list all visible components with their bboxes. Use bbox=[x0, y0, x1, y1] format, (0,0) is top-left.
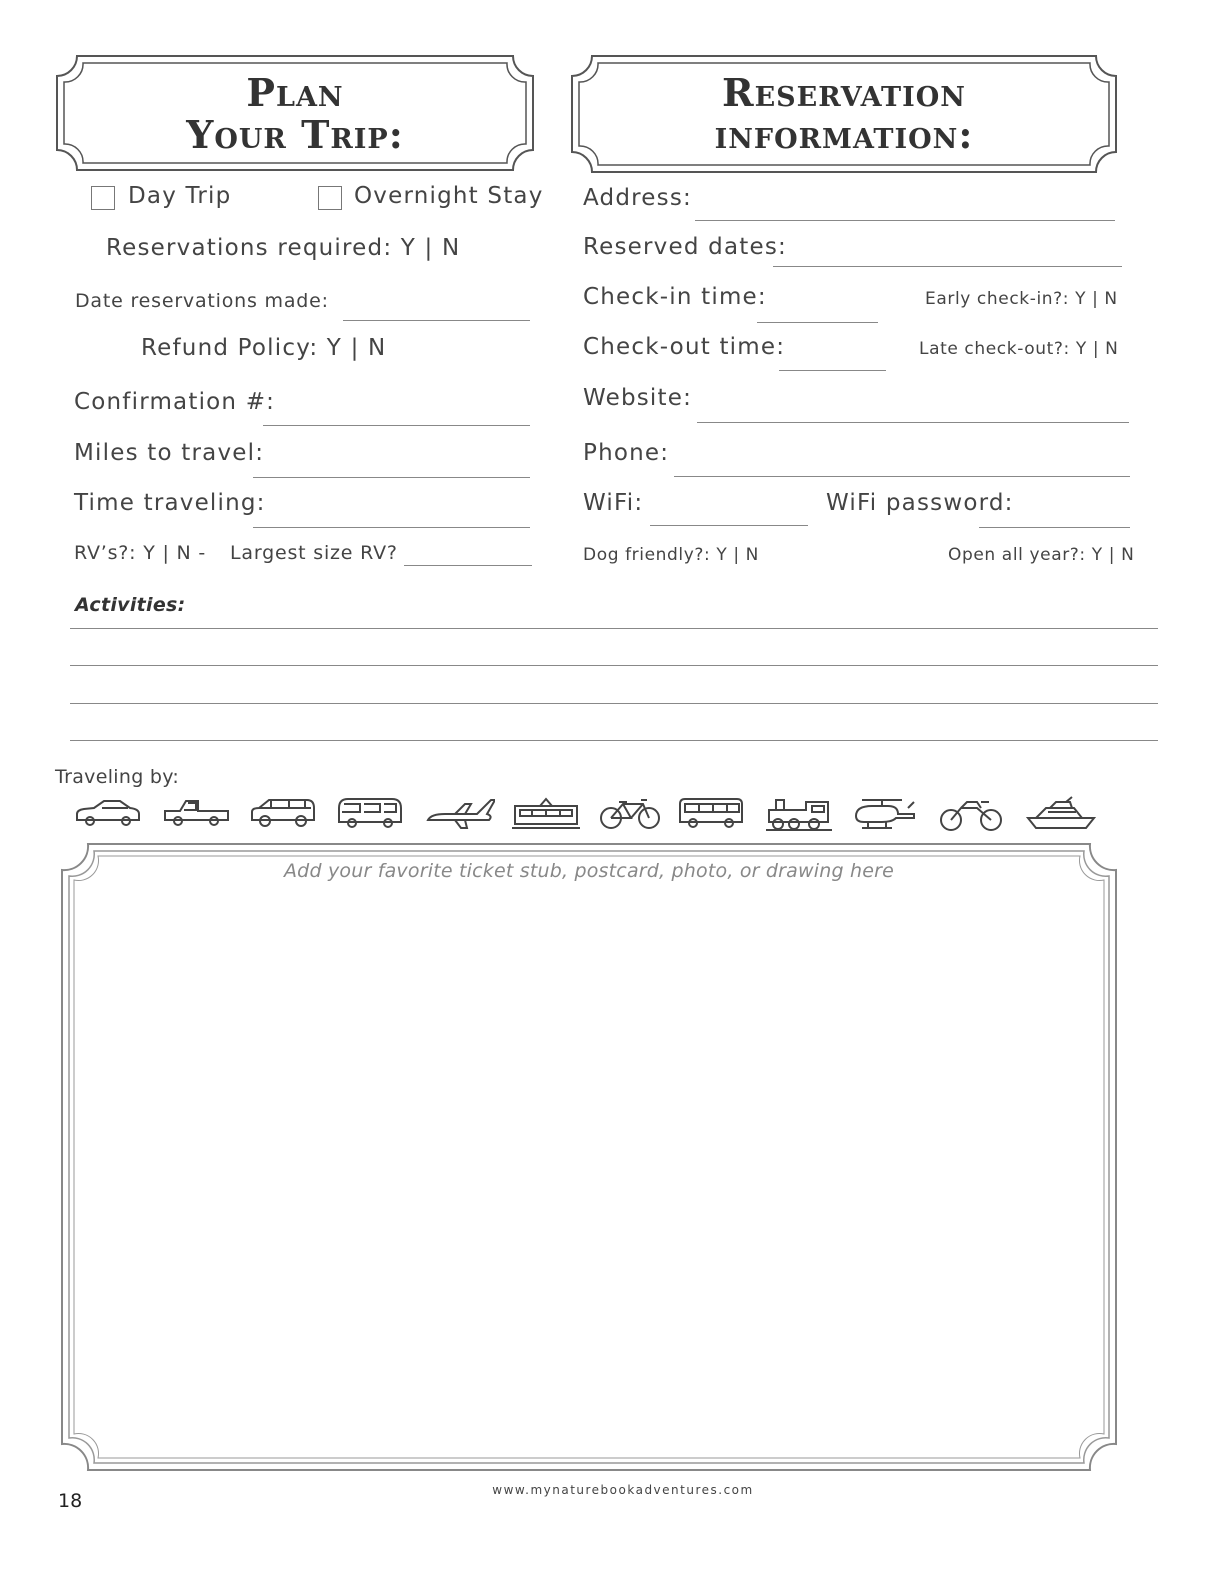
activities-line-3[interactable] bbox=[70, 703, 1158, 704]
check-out-label: Check-out time: bbox=[583, 334, 786, 360]
overnight-stay-checkbox[interactable] bbox=[318, 186, 342, 210]
activities-label: Activities: bbox=[75, 594, 186, 616]
traveling-by-label: Traveling by: bbox=[55, 766, 180, 788]
overnight-stay-label: Overnight Stay bbox=[354, 183, 544, 209]
photo-drawing-area[interactable] bbox=[60, 842, 1118, 1472]
phone-field[interactable] bbox=[674, 476, 1130, 477]
wifi-label: WiFi: bbox=[583, 490, 644, 516]
reservation-title-box bbox=[570, 54, 1118, 174]
bicycle-icon[interactable] bbox=[597, 796, 663, 830]
reserved-dates-field[interactable] bbox=[773, 266, 1122, 267]
confirmation-field[interactable] bbox=[263, 425, 530, 426]
plan-trip-title-line2: Your Trip: bbox=[186, 112, 404, 157]
car-icon[interactable] bbox=[74, 796, 142, 830]
time-traveling-field[interactable] bbox=[253, 527, 530, 528]
early-check-in-label: Early check-in?: Y | N bbox=[925, 289, 1118, 309]
wifi-password-field[interactable] bbox=[979, 527, 1130, 528]
miles-label: Miles to travel: bbox=[74, 440, 265, 466]
largest-rv-label: Largest size RV? bbox=[230, 542, 398, 564]
yacht-icon[interactable] bbox=[1026, 796, 1096, 832]
check-in-label: Check-in time: bbox=[583, 284, 767, 310]
website-field[interactable] bbox=[697, 422, 1129, 423]
confirmation-label: Confirmation #: bbox=[74, 389, 276, 415]
train-icon[interactable] bbox=[766, 796, 832, 832]
van-icon[interactable] bbox=[336, 796, 404, 830]
date-reservations-made-label: Date reservations made: bbox=[75, 290, 329, 312]
activities-line-4[interactable] bbox=[70, 740, 1158, 741]
pickup-truck-icon[interactable] bbox=[162, 796, 230, 830]
page-number: 18 bbox=[58, 1490, 83, 1512]
dog-friendly-label: Dog friendly?: Y | N bbox=[583, 545, 759, 565]
reservations-required-label: Reservations required: Y | N bbox=[106, 235, 461, 261]
activities-line-2[interactable] bbox=[70, 665, 1158, 666]
day-trip-checkbox[interactable] bbox=[91, 186, 115, 210]
footer-website: www.mynaturebookadventures.com bbox=[492, 1483, 754, 1497]
suv-icon[interactable] bbox=[249, 796, 317, 830]
phone-label: Phone: bbox=[583, 440, 670, 466]
photo-box-caption: Add your favorite ticket stub, postcard, photo, or drawing here bbox=[283, 860, 894, 882]
check-out-field[interactable] bbox=[779, 370, 886, 371]
bus-icon[interactable] bbox=[677, 796, 745, 830]
date-reservations-made-field[interactable] bbox=[343, 320, 530, 321]
motorcycle-icon[interactable] bbox=[937, 796, 1005, 832]
rvs-label: RV’s?: Y | N - bbox=[74, 542, 207, 564]
day-trip-label: Day Trip bbox=[128, 183, 232, 209]
activities-line-1[interactable] bbox=[70, 628, 1158, 629]
late-check-out-label: Late check-out?: Y | N bbox=[919, 339, 1119, 359]
miles-field[interactable] bbox=[253, 477, 530, 478]
photo-frame-border bbox=[60, 842, 1118, 1472]
address-label: Address: bbox=[583, 185, 692, 211]
open-all-year-label: Open all year?: Y | N bbox=[948, 545, 1135, 565]
plan-trip-title-line1: Plan bbox=[246, 70, 344, 115]
website-label: Website: bbox=[583, 385, 693, 411]
address-field[interactable] bbox=[695, 220, 1115, 221]
reservation-title-line1: Reservation bbox=[722, 70, 966, 115]
largest-rv-field[interactable] bbox=[404, 565, 532, 566]
plan-trip-title-box bbox=[55, 54, 535, 172]
check-in-field[interactable] bbox=[757, 322, 878, 323]
airplane-icon[interactable] bbox=[425, 796, 495, 830]
wifi-field[interactable] bbox=[650, 525, 808, 526]
time-traveling-label: Time traveling: bbox=[74, 490, 266, 516]
reservation-title-line2: information: bbox=[714, 112, 974, 157]
reserved-dates-label: Reserved dates: bbox=[583, 234, 787, 260]
refund-policy-label: Refund Policy: Y | N bbox=[141, 335, 387, 361]
helicopter-icon[interactable] bbox=[852, 796, 918, 830]
tram-icon[interactable] bbox=[512, 796, 580, 830]
wifi-password-label: WiFi password: bbox=[826, 490, 1014, 516]
